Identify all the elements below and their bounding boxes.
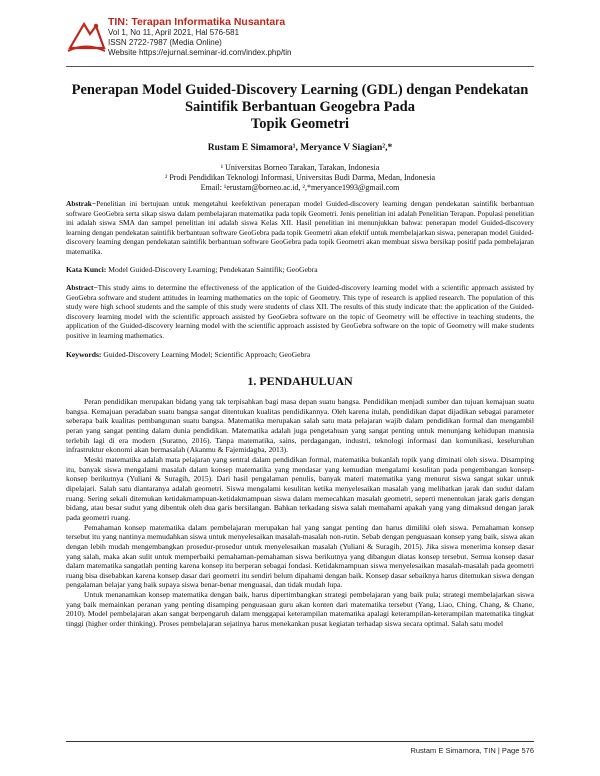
kata-kunci-text: Model Guided-Discovery Learning; Pendekatan Saintifik; GeoGebra	[108, 265, 318, 274]
header-rule	[66, 66, 534, 67]
abstract-text: This study aims to determine the effectiveness of the application of the Guided-discovery learning model with a scientific approach assisted by GeoGebra software and student attitudes in learning mathematics on the topic of Geometry. This type of research is applied research. The population of this study were high school students and the sample of this study were students of class XII. The results of this study indicate that: the application of the Guided-discovery learning model with the scientific approach assisted by GeoGebra software on the topic of Geometry will be effective in teaching students, the application of the Guided-discovery learning model with the scientific approach assisted by GeoGebra software on the topic of Geometry will make students positive in learning mathematics.	[66, 283, 534, 340]
title-line-2: Saintifik Berbantuan Geogebra Pada	[184, 99, 415, 115]
affiliations	[66, 163, 534, 193]
abstrak	[66, 199, 534, 257]
title-line-1: Penerapan Model Guided-Discovery Learning (GDL) dengan Pendekatan	[71, 82, 529, 98]
keywords	[66, 350, 534, 360]
section-heading: 1. PENDAHULUAN	[247, 374, 353, 388]
paragraph-4: Untuk menanamkan konsep matematika dengan baik, harus dipertimbangkan strategi pembelajaran yang baik pula; strategi membelajarkan siswa yang baik memainkan peranan yang penting disamping penguasaan guru akan konten dari matematika tersebut (Yang, Liao, Ching, Chang, & Chane, 2010). Model pembelajaran akan sangat berpengaruh dalam menggapai keterampilan matematika apalagi keterampilan-keterampilan matematika tingkat tinggi (higher order thinking). Proses pembelajaran sejatinya harus menekankan pusat kegiatan terhadap siswa secara optimal. Salah satu model	[66, 590, 534, 629]
journal-logo	[66, 18, 106, 56]
affiliation-2: ² Prodi Pendidikan Teknologi Informasi, Universitas Budi Darma, Medan, Indonesia	[164, 173, 436, 182]
journal-issn: ISSN 2722-7987 (Media Online)	[108, 38, 222, 48]
page-footer: Rustam E Simamora, TIN | Page 576	[410, 746, 534, 755]
paragraph-1: Peran pendidikan merupakan bidang yang tak terpisahkan bagi masa depan suatu bangsa. Pendidikan menjadi sumber dan tujuan kemajuan suatu bangsa. Kemajuan peradaban suatu bangsa sangat ditentukan kualitas pendidikannya. Oleh karena itulah, pendidikan dapat dijadikan sebagai parameter seberapa baik kualitas pembangunan suatu bangsa. Matematika merupakan salah satu mata pelajaran wajib dalam pendidikan formal dan mengambil peran yang sangat penting dalam dunia pendidikan. Matematika adalah juga pengetahuan yang sangat penting untuk menunjang kehidupan manusia terlebih lagi di era modern (Suratno, 2016). Tanpa matematika, sains, perdagangan, industri, teknologi informasi dan komunikasi, keseluruhan infrastruktur ekonomi akan bermasalah (Akanmu & Fajemidagba, 2013).	[66, 397, 534, 455]
authors: Rustam E Simamora¹, Meryance V Siagian²,*	[207, 143, 393, 153]
abstract-label: Abstract−	[66, 283, 98, 292]
journal-volume: Vol 1, No 11, April 2021, Hal 576-581	[108, 28, 240, 37]
paper-title	[66, 82, 534, 133]
keywords-label: Keywords:	[66, 350, 102, 359]
kata-kunci	[66, 265, 534, 275]
title-line-3: Topik Geometri	[250, 116, 350, 132]
abstrak-label: Abstrak−	[66, 199, 97, 208]
keywords-text: Guided-Discovery Learning Model; Scientific Approach; GeoGebra	[103, 350, 311, 359]
affiliation-1: ¹ Universitas Borneo Tarakan, Tarakan, Indonesia	[220, 163, 380, 172]
abstrak-text: Penelitian ini bertujuan untuk mengetahui keefektivan penerapan model Guided-discovery learning dengan pendekatan saintifik berbantuan software GeoGebra serta sikap siswa dalam pembelajaran matematika pada topik Geometri. Jenis penelitian ini adalah Penelitian Terapan. Populasi penelitian ini adalah siswa SMA dan sampel penelitian ini adalah siswa Kelas XII. Hasil penelitian ini menunjukkan bahwa: penerapan model Guided-discovery learning dengan pendekatan saintifik berbantuan software GeoGebra pada topik Geometri akan efektif untuk membelajarkan siswa, penerapan model Guided-discovery learning dengan pendekatan saintifik berbantuan software GeoGebra pada topik Geometri akan membuat siswa bersikap positif pada pembelajaran matematika.	[66, 199, 534, 256]
paragraph-3: Pemahaman konsep matematika dalam pembelajaran merupakan hal yang sangat penting dan harus dimiliki oleh siswa. Pemahaman konsep tersebut itu yang nantinya memudahkan siswa untuk menyelesaikan masalah-masalah non-rutin. Sebab dengan penguasaan konsep yang baik, siswa akan dengan lebih mudah mengembangkan prosedur-prosedur untuk menyelesaikan masalah (Yuliani & Suragih, 2015). Jika siswa menerima konsep dasar yang salah, maka akan sulit untuk memperbaiki pemahaman-pemahaman siswa berikutnya yang dibangun diatas konsep tersebut. Semua konsep dasar dalam matematika sangatlah penting karena konsep itu berperan sebagai fondasi. Ketidakmampuan siswa menyelesaikan masalah-masalah pada geometri ruang bisa disebabkan karena konsep dasar dari geometri itu sendiri belum dipahami dengan baik. Konsep dasar sebaiknya harus ditemukan siswa dengan pengalaman belajar yang baik supaya siswa benar-benar menguasai, dan tidak mudah lupa.	[66, 522, 534, 590]
kata-kunci-label: Kata Kunci:	[66, 265, 107, 274]
author-emails: Email: ¹erustam@borneo.ac.id, ²,*meryance1993@gmail.com	[200, 183, 400, 192]
journal-header	[108, 16, 292, 59]
journal-website[interactable]: Website https://ejurnal.seminar-id.com/index.php/tin	[108, 48, 292, 58]
body-text	[66, 397, 534, 629]
journal-name: TIN: Terapan Informatika Nusantara	[108, 16, 286, 28]
paragraph-2: Meski matematika adalah mata pelajaran yang sentral dalam pendidikan formal, matematika bukanlah topik yang diminati oleh siswa. Disamping itu, banyak siswa mengalami masalah dalam konsep matematika yang mendasar yang kemudian mengalami kesulitan pada pengembangan konsep-konsep berikutnya (Yuliani & Suragih, 2015). Dari hasil pengalaman penulis, banyak materi matematika yang menurut siswa sangat sukar untuk dipelajari. Salah satu diantaranya adalah geometri. Siswa mengalami kesulitan ketika menyelesaikan masalah yang melibatkan jarak dan sudut dalam ruang. Sering sekali ditemukan ketidakmampuan-ketidakmampuan siswa dalam memecahkan masalah geometri, seperti menentukan jarak garis dengan bidang, atau besar sudut yang dibentuk oleh dua garis bersilangan. Bahkan terkadang siswa salah memahami apakah yang yang dimaksud dengan jarak pada geometri ruang.	[66, 454, 534, 522]
abstract-en	[66, 283, 534, 341]
footer-rule	[66, 741, 534, 742]
